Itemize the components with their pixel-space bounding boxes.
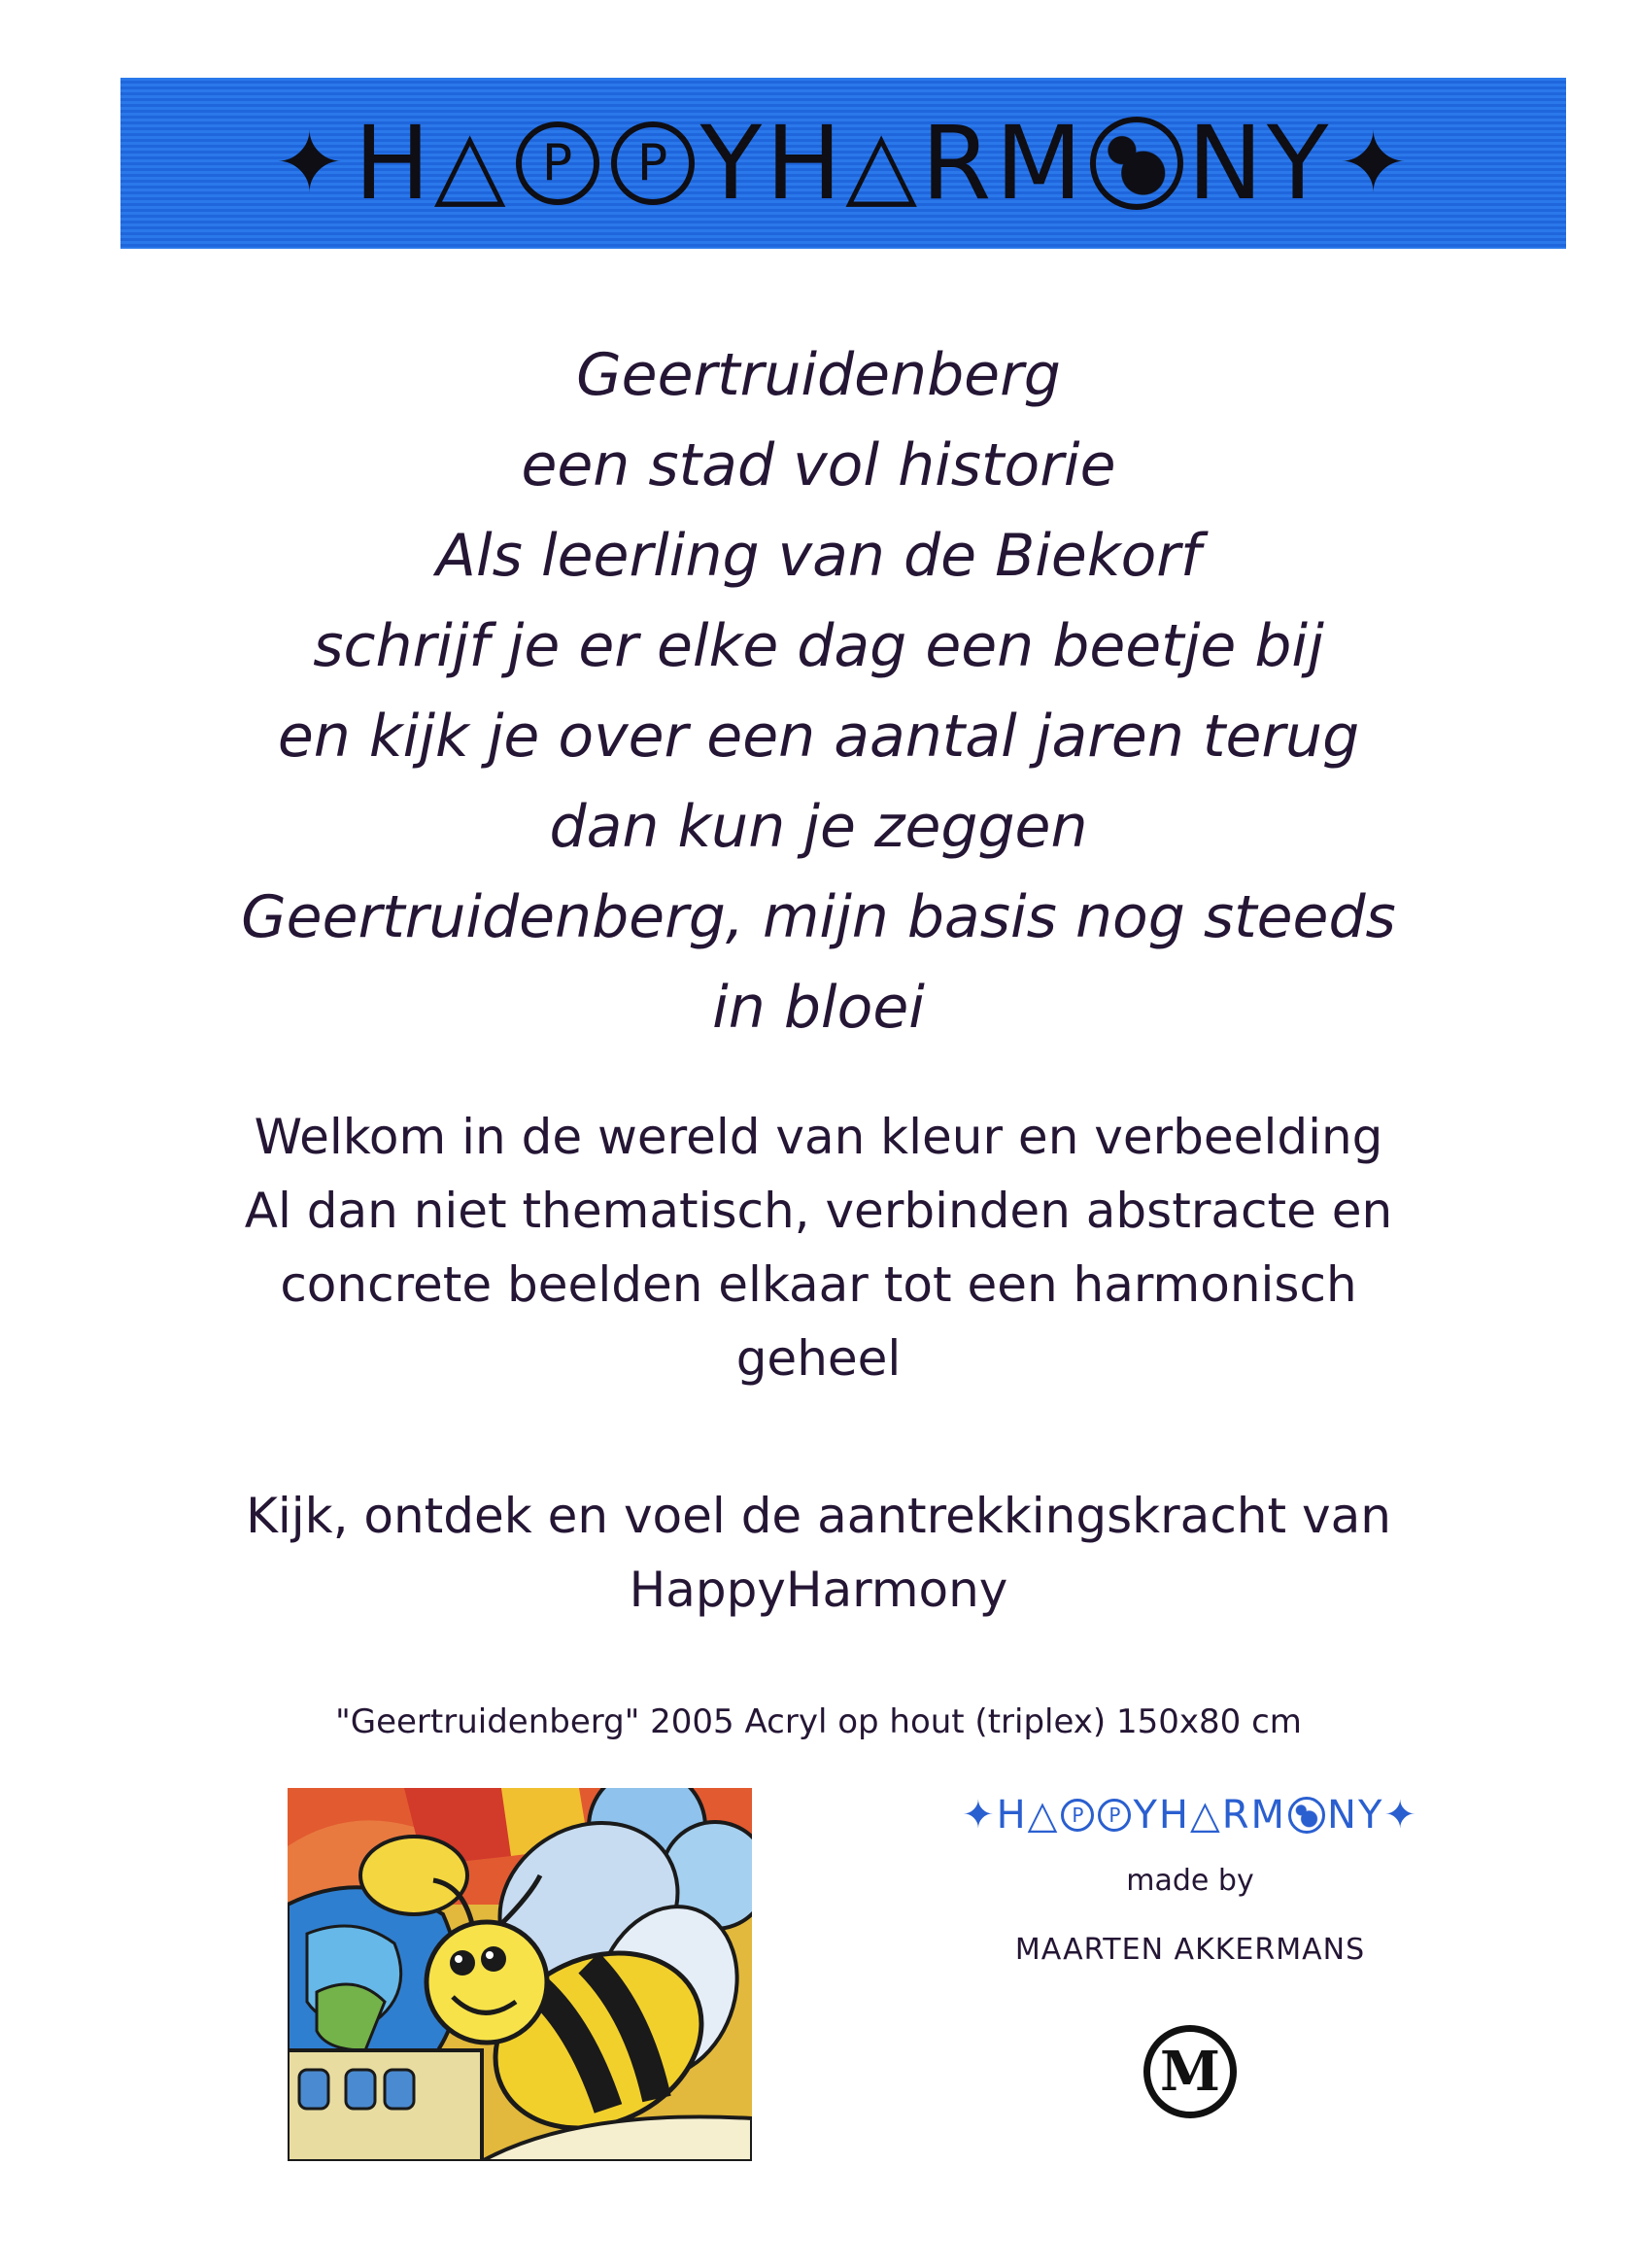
- globe-icon: [1090, 117, 1183, 210]
- logo-letter-h: H: [354, 104, 434, 223]
- star-icon: ✦: [962, 1793, 997, 1838]
- intro-line: geheel: [735, 1330, 902, 1387]
- intro-line: Welkom in de wereld van kleur en verbeelding: [254, 1109, 1383, 1165]
- circled-p-icon: P: [516, 121, 599, 205]
- poem: [0, 330, 1637, 1053]
- logo-letters-ny: NY: [1187, 104, 1333, 223]
- logo-letters-yh: YH: [1133, 1793, 1190, 1838]
- maker-name: MAARTEN AKKERMANS: [1014, 1933, 1366, 1967]
- happyharmony-small-logo: [904, 1786, 1477, 1844]
- triangle-a-icon: △: [1027, 1793, 1060, 1838]
- painting-image: [288, 1788, 752, 2161]
- closing-line: Kijk, ontdek en voel de aantrekkingskracht van: [246, 1488, 1391, 1544]
- intro-line: concrete beelden elkaar tot een harmonisch: [280, 1256, 1357, 1313]
- star-icon: ✦: [274, 115, 349, 212]
- signature-block: [904, 1786, 1477, 2118]
- header-banner: [120, 78, 1566, 249]
- logo-letters-ny: NY: [1327, 1793, 1384, 1838]
- logo-letters-rm: RM: [921, 104, 1087, 223]
- star-icon: ✦: [1383, 1793, 1418, 1838]
- happyharmony-logo: [268, 104, 1417, 223]
- circled-p-icon: P: [1061, 1799, 1094, 1832]
- bee-painting-illustration: [288, 1788, 752, 2161]
- logo-letter-h: H: [996, 1793, 1028, 1838]
- poem-line: schrijf je er elke dag een beetje bij: [313, 612, 1324, 680]
- logo-letters-yh: YH: [699, 104, 846, 223]
- poem-line: in bloei: [712, 974, 925, 1042]
- star-icon: ✦: [1338, 115, 1413, 212]
- intro-text: [0, 1100, 1637, 1395]
- triangle-a-icon: △: [845, 109, 922, 218]
- poem-line: en kijk je over een aantal jaren terug: [277, 703, 1360, 771]
- made-by-label: made by: [1126, 1864, 1254, 1898]
- closing-line: HappyHarmony: [629, 1562, 1008, 1618]
- poem-line: Geertruidenberg, mijn basis nog steeds: [241, 883, 1396, 951]
- circled-p-icon: P: [1098, 1799, 1131, 1832]
- triangle-a-icon: △: [1189, 1793, 1222, 1838]
- intro-line: Al dan niet thematisch, verbinden abstracte en: [244, 1183, 1393, 1239]
- logo-letters-rm: RM: [1221, 1793, 1287, 1838]
- closing-text: [0, 1479, 1637, 1627]
- poem-line: dan kun je zeggen: [549, 793, 1088, 861]
- monogram-logo: M: [1143, 2025, 1237, 2118]
- globe-icon: [1288, 1797, 1325, 1834]
- poem-line: Geertruidenberg: [576, 341, 1061, 409]
- poem-line: Als leerling van de Biekorf: [435, 522, 1202, 590]
- poem-line: een stad vol historie: [521, 431, 1116, 499]
- circled-p-icon: P: [611, 121, 695, 205]
- triangle-a-icon: △: [433, 109, 510, 218]
- painting-caption: "Geertruidenberg" 2005 Acryl op hout (triplex) 150x80 cm: [335, 1702, 1302, 1741]
